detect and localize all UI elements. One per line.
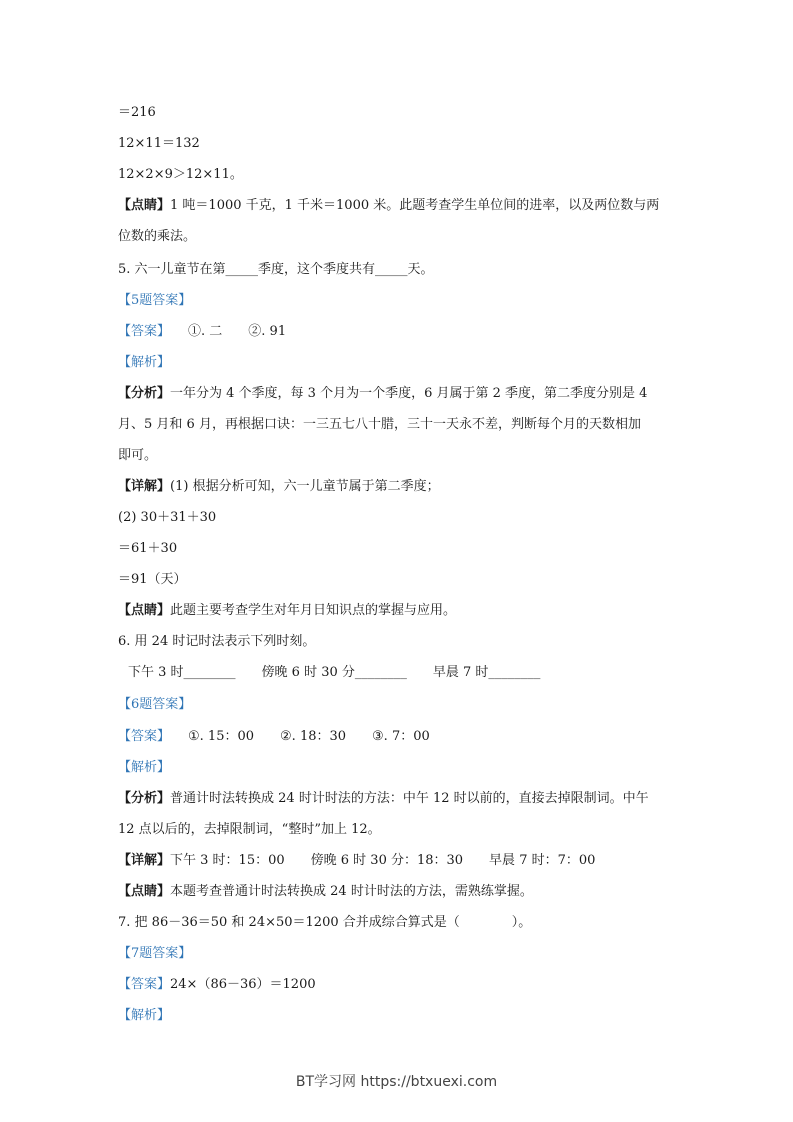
tag-text: 此题主要考查学生对年月日知识点的掌握与应用。 xyxy=(170,603,457,618)
answer-line-7 xyxy=(118,977,316,993)
text-line: 12×2×9＞12×11。 xyxy=(118,167,243,182)
tag-dianjing: 【点睛】 xyxy=(118,884,171,899)
tag-dianjing: 【点睛】 xyxy=(118,198,171,213)
tag-text: 一年分为 4 个季度，每 3 个月为一个季度，6 月属于第 2 季度，第二季度分别是 4 xyxy=(170,386,648,401)
question-7: 7. 把 86－36＝50 和 24×50＝1200 合并成综合算式是（ ）。 xyxy=(118,915,532,930)
tag-fenxi: 【分析】 xyxy=(118,791,171,806)
question-6: 6. 用 24 时记时法表示下列时刻。 xyxy=(118,634,316,649)
text-line: ＝216 xyxy=(118,105,156,120)
text-line: (2) 30＋31＋30 xyxy=(118,510,217,525)
text-line xyxy=(118,884,533,900)
text-line: 即可。 xyxy=(118,448,158,463)
text-line: 12×11＝132 xyxy=(118,136,200,151)
tag-answer: 【答案】 xyxy=(118,729,171,744)
text-line: 月、5 月和 6 月，再根据口诀：一三五七八十腊，三十一天永不差，判断每个月的天数相加 xyxy=(118,417,641,432)
answer-text: ①. 二 ②. 91 xyxy=(188,324,287,339)
analysis-heading: 【解析】 xyxy=(118,1008,171,1023)
tag-xiangjie: 【详解】 xyxy=(118,853,171,868)
text-line xyxy=(118,603,456,619)
tag-answer: 【答案】 xyxy=(118,977,171,992)
text-line xyxy=(118,479,440,495)
answer-title-5: 【5题答案】 xyxy=(118,293,192,308)
analysis-heading: 【解析】 xyxy=(118,355,171,370)
tag-fenxi: 【分析】 xyxy=(118,386,171,401)
tag-text: 普通计时法转换成 24 时计时法的方法：中午 12 时以前的，直接去掉限制词。中午 xyxy=(170,791,649,806)
tag-answer: 【答案】 xyxy=(118,324,171,339)
text-line: ＝91（天） xyxy=(118,572,187,587)
text-line xyxy=(118,853,595,869)
tag-text: 本题考查普通计时法转换成 24 时计时法的方法，需熟练掌握。 xyxy=(170,884,533,899)
text-line: 位数的乘法。 xyxy=(118,229,197,244)
answer-line-5 xyxy=(118,324,286,340)
tag-dianjing: 【点睛】 xyxy=(118,603,171,618)
question-6-items: 下午 3 时________ 傍晚 6 时 30 分________ 早晨 7 时________ xyxy=(128,665,541,680)
answer-line-6 xyxy=(118,729,430,745)
answer-text: ①. 15：00 ②. 18：30 ③. 7：00 xyxy=(188,729,430,744)
text-line: 12 点以后的，去掉限制词，“整时”加上 12。 xyxy=(118,822,381,837)
tag-xiangjie: 【详解】 xyxy=(118,479,171,494)
answer-title-6: 【6题答案】 xyxy=(118,697,192,712)
tag-text: (1) 根据分析可知，六一儿童节属于第二季度； xyxy=(170,479,440,494)
text-line xyxy=(118,386,647,402)
tag-text: 下午 3 时：15：00 傍晚 6 时 30 分：18：30 早晨 7 时：7：00 xyxy=(170,853,596,868)
page-footer: BT学习网 https://btxuexi.com xyxy=(295,1074,498,1090)
analysis-heading: 【解析】 xyxy=(118,760,171,775)
answer-title-7: 【7题答案】 xyxy=(118,946,192,961)
text-line xyxy=(118,791,649,807)
tag-text: 1 吨＝1000 千克，1 千米＝1000 米。此题考查学生单位间的进率，以及两位数与两 xyxy=(170,198,660,213)
text-line xyxy=(118,198,659,214)
text-line: ＝61＋30 xyxy=(118,541,178,556)
question-5: 5. 六一儿童节在第_____季度，这个季度共有_____天。 xyxy=(118,262,434,277)
answer-text: 24×（86－36）＝1200 xyxy=(170,977,316,992)
